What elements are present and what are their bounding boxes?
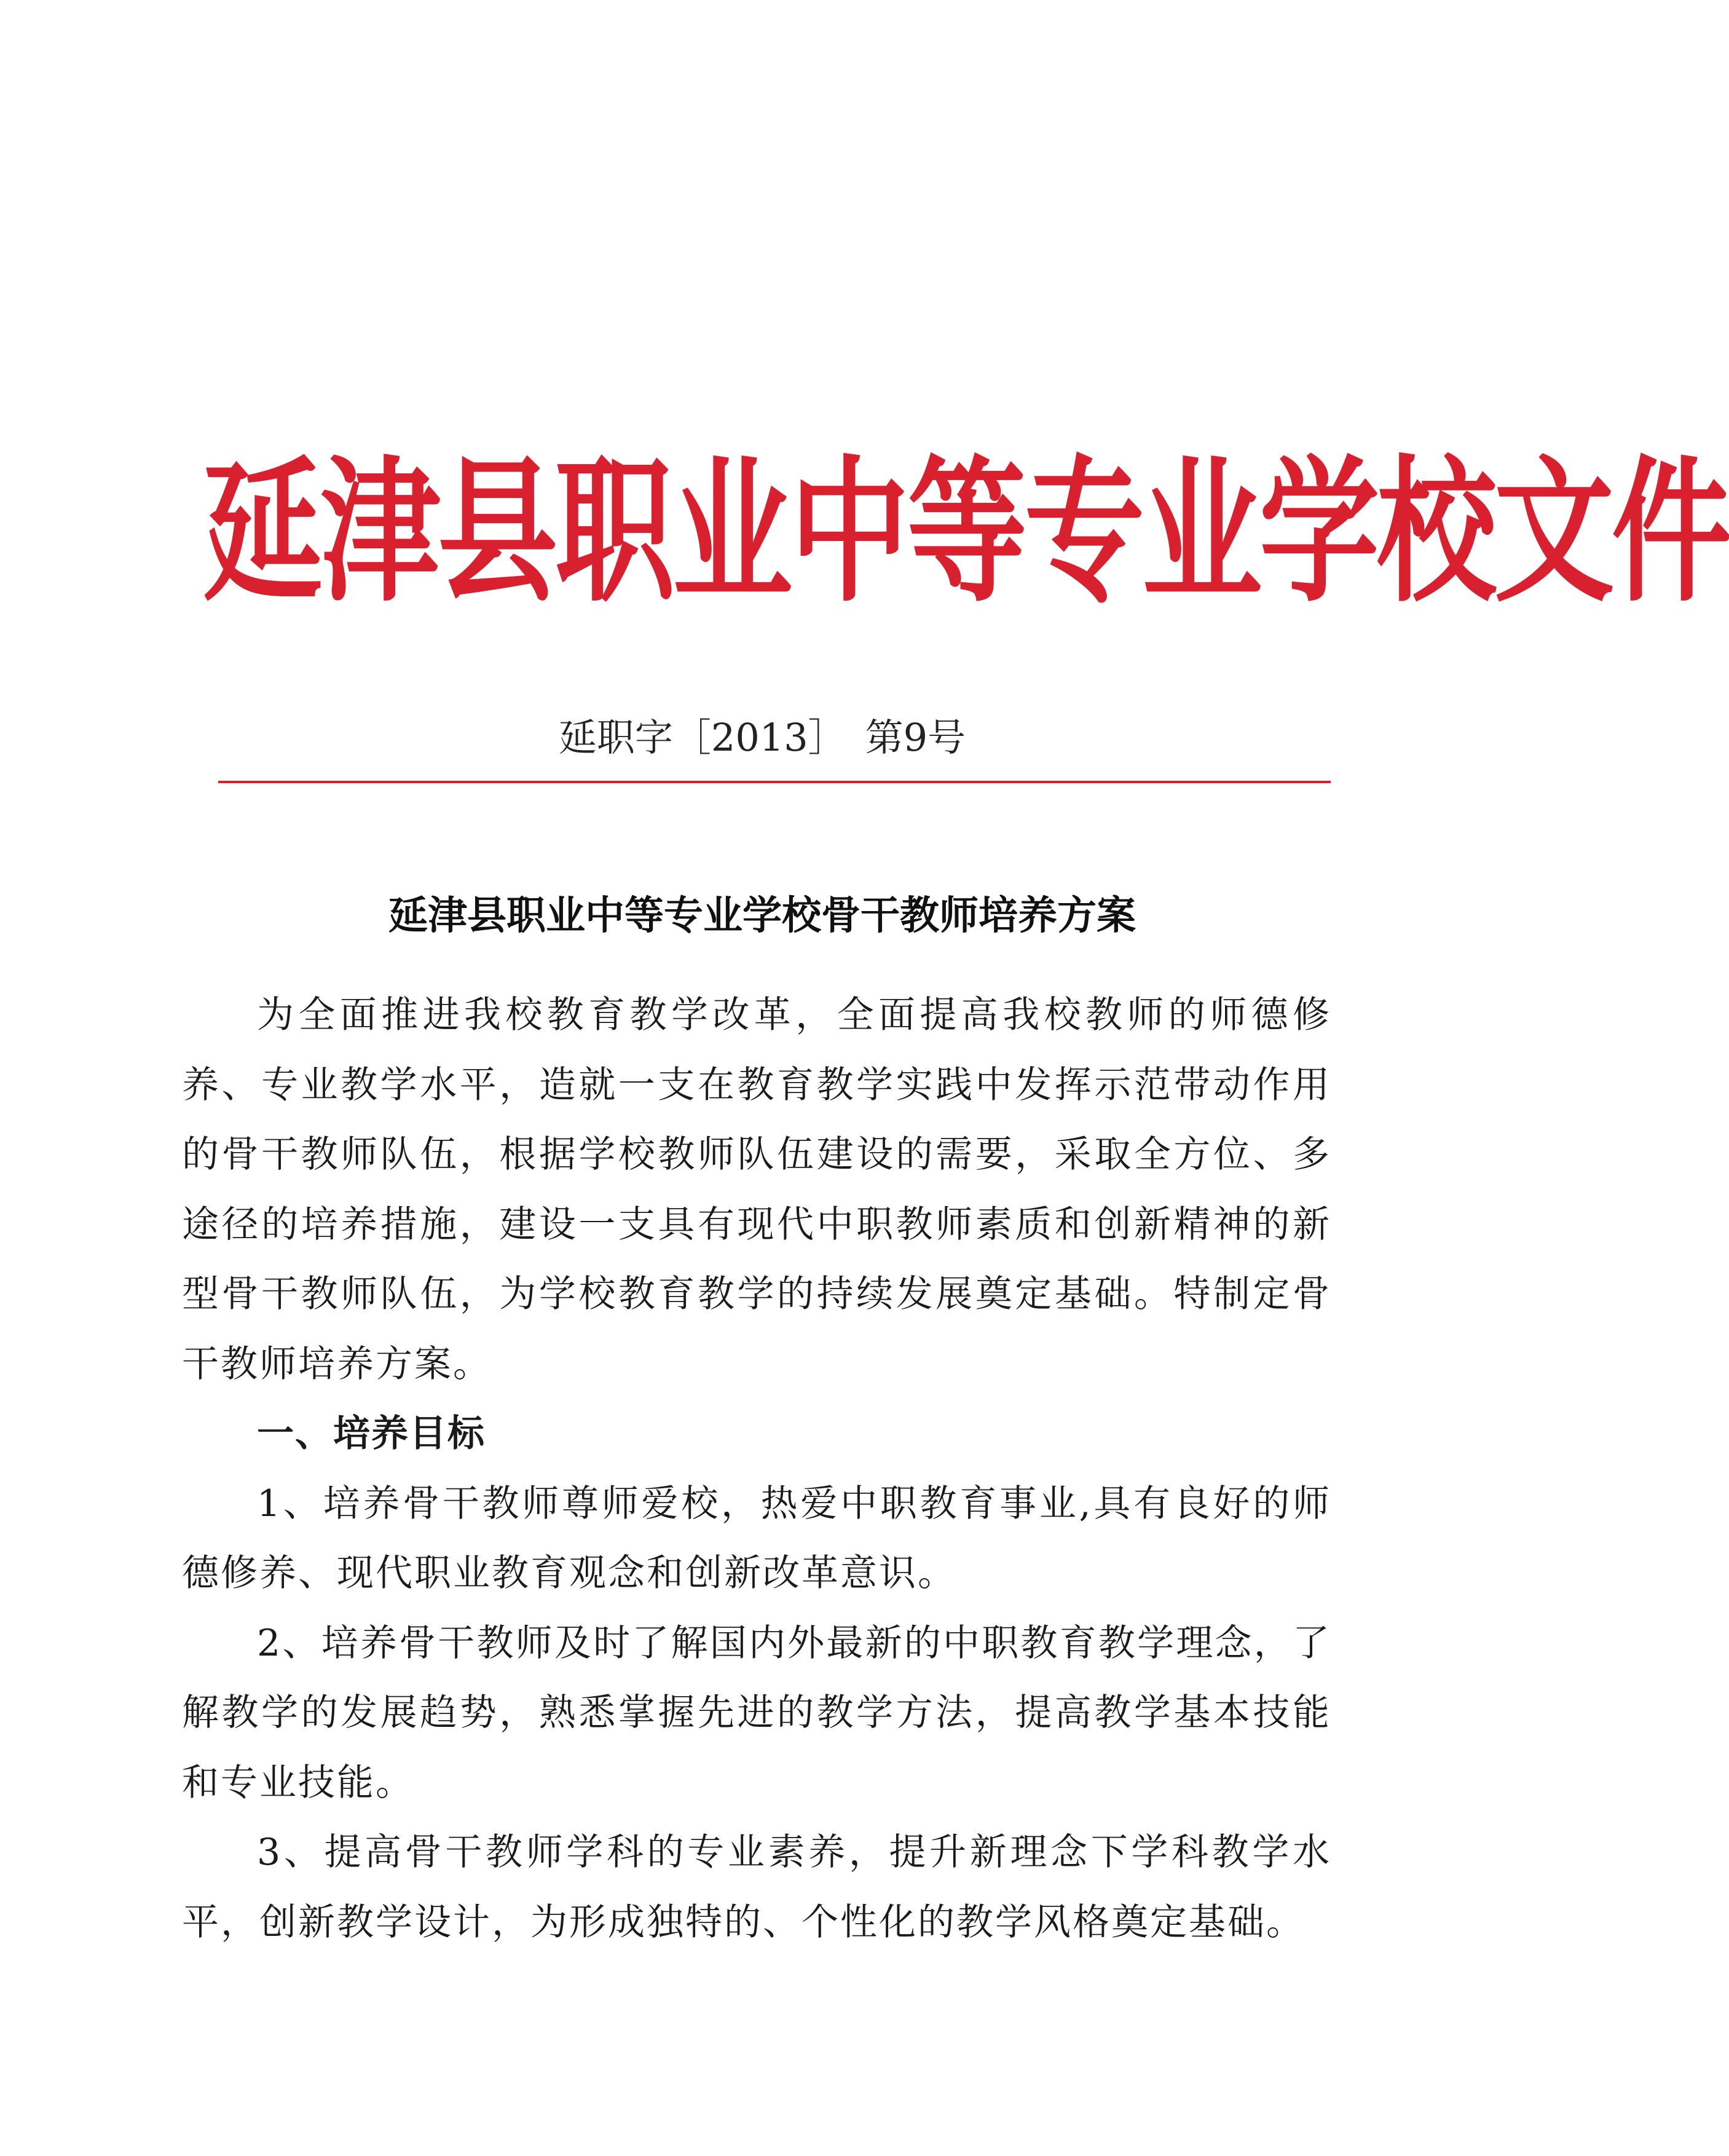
section-heading-goals: 一、培养目标 [257, 1412, 486, 1455]
red-divider-line [218, 781, 1331, 783]
goal-item-1: 1、培养骨干教师尊师爱校，热爱中职教育事业,具有良好的师德修养、现代职业教育观念和创新改革意识。 [182, 1482, 1331, 1595]
document-body [182, 981, 1331, 1957]
intro-paragraph: 为全面推进我校教育教学改革，全面提高我校教师的师德修养、专业教学水平，造就一支在教育教学实践中发挥示范带动作用的骨干教师队伍，根据学校教师队伍建设的需要，采取全方位、多途径的培养措施，建设一支具有现代中职教师素质和创新精神的新型骨干教师队伍，为学校教育教学的持续发展奠定基础。特制定骨干教师培养方案。 [182, 993, 1331, 1386]
red-header-title: 延津县职业中等专业学校文件 [203, 440, 1729, 623]
goal-item-3: 3、提高骨干教师学科的专业素养，提升新理念下学科教学水平，创新教学设计，为形成独特的、个性化的教学风格奠定基础。 [182, 1831, 1331, 1944]
document-title: 延津县职业中等专业学校骨干教师培养方案 [388, 893, 1136, 939]
goal-item-2: 2、培养骨干教师及时了解国内外最新的中职教育教学理念，了解教学的发展趋势，熟悉掌握先进的教学方法，提高教学基本技能和专业技能。 [182, 1621, 1331, 1804]
document-number: 延职字［2013］ 第9号 [558, 715, 966, 760]
